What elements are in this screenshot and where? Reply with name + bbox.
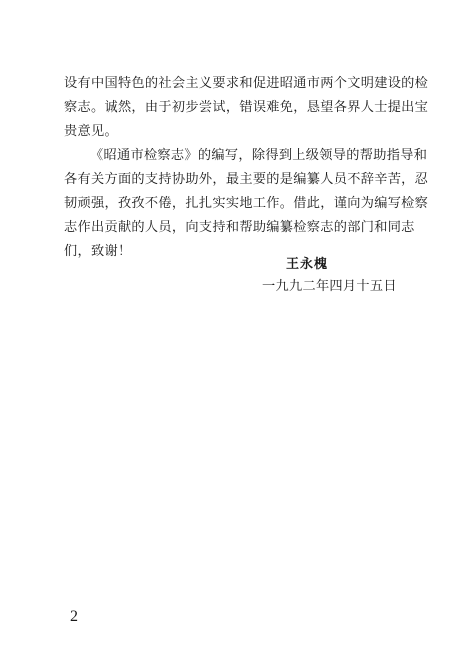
text-line: 各有关方面的支持协助外，最主要的是编纂人员不辞辛苦，忍 bbox=[64, 172, 429, 187]
author-signature: 王永槐 bbox=[286, 257, 329, 272]
text-line: 韧顽强，孜孜不倦，扎扎实实地工作。借此，谨向为编写检察 bbox=[64, 196, 429, 211]
text-line: 设有中国特色的社会主义要求和促进昭通市两个文明建设的检 bbox=[64, 76, 429, 91]
page-number: 2 bbox=[70, 608, 78, 625]
paragraph-start-line: 《昭通市检察志》的编写，除得到上级领导的帮助指导和 bbox=[90, 148, 428, 163]
preface-text bbox=[64, 72, 429, 264]
text-line: 贵意见。 bbox=[64, 124, 118, 139]
signature-date: 一九九二年四月十五日 bbox=[262, 279, 397, 294]
text-line: 志作出贡献的人员，向支持和帮助编纂检察志的部门和同志 bbox=[64, 220, 415, 235]
text-line: 察志。诚然，由于初步尝试，错误难免，恳望各界人士提出宝 bbox=[64, 100, 429, 115]
text-line: 们，致谢！ bbox=[64, 244, 132, 259]
